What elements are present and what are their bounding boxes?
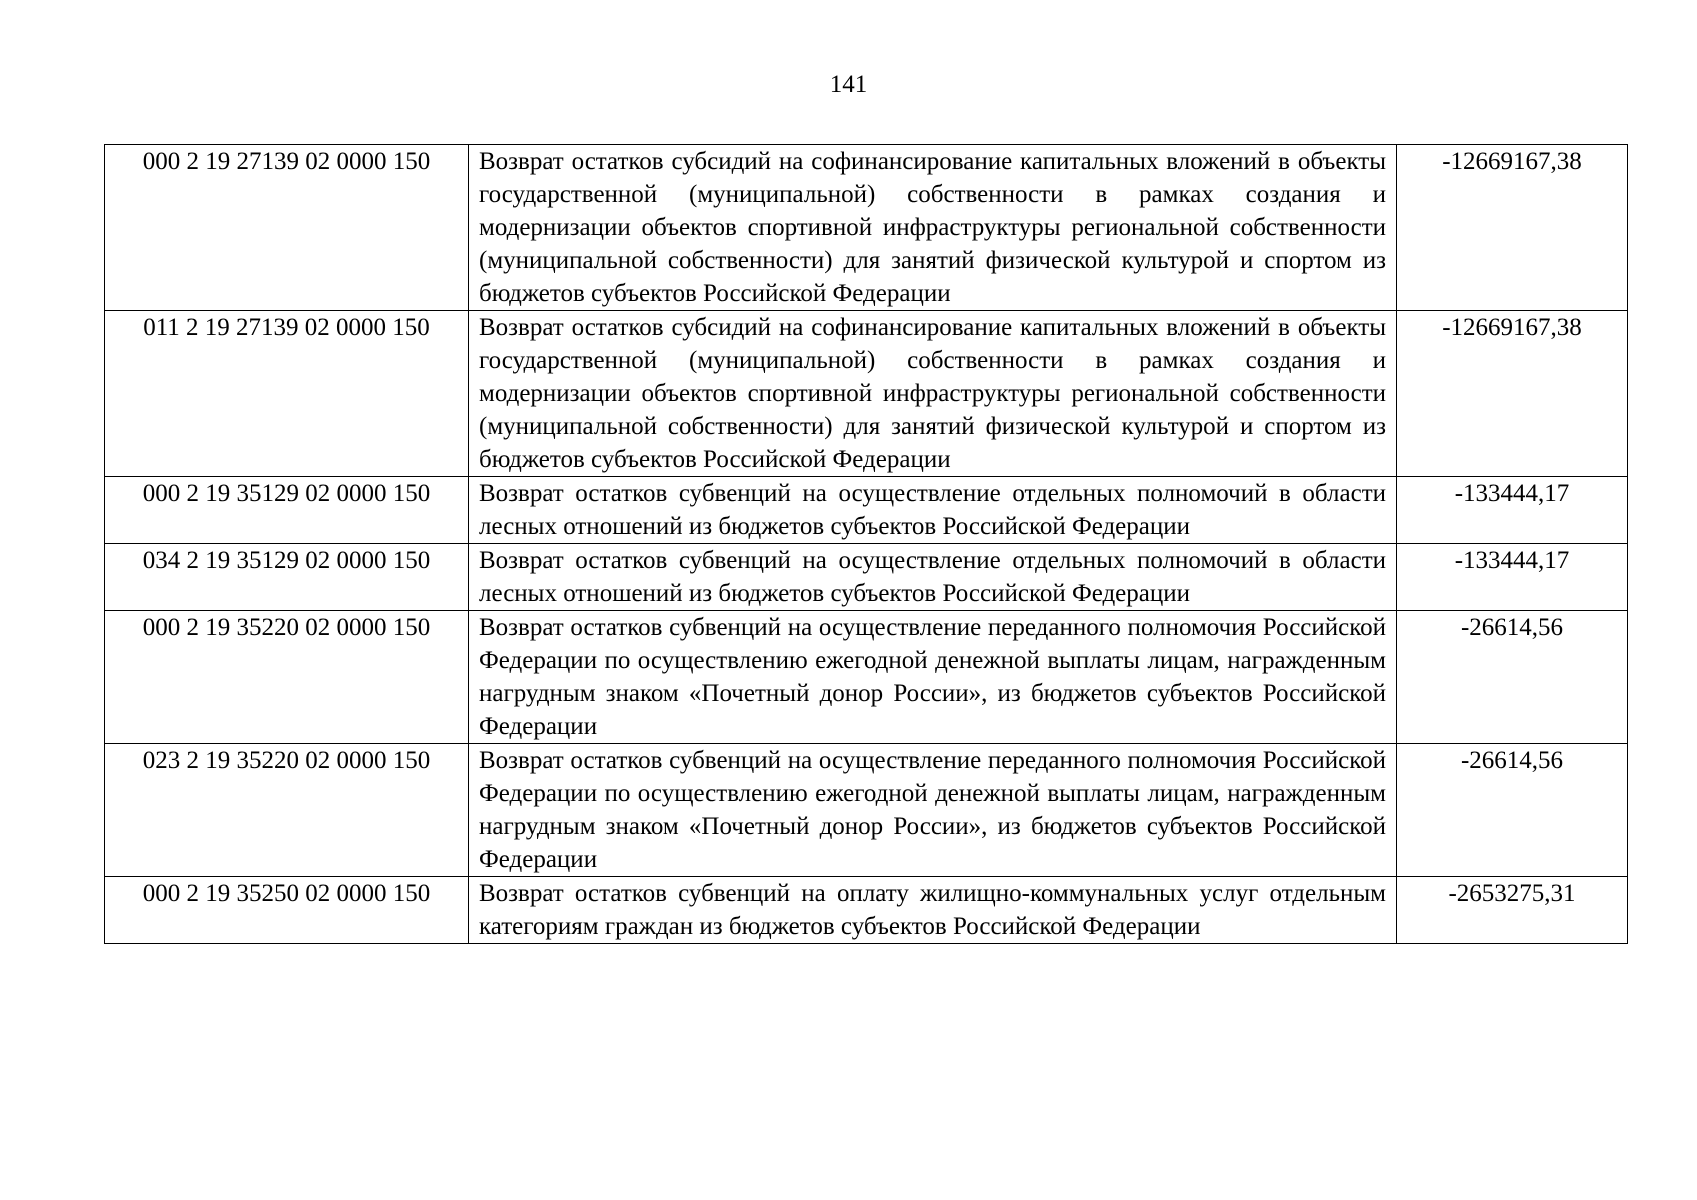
amount-cell: -12669167,38 (1397, 311, 1628, 477)
description-cell: Возврат остатков субсидий на софинансирование капитальных вложений в объекты государственной (муниципальной) собственности в рамках создания и модернизации объектов спортивной инфраструктуры региональной собственности (муниципальной собственности) для занятий физической культурой и спортом из бюджетов субъектов Российской Федерации (469, 311, 1397, 477)
description-cell: Возврат остатков субсидий на софинансирование капитальных вложений в объекты государственной (муниципальной) собственности в рамках создания и модернизации объектов спортивной инфраструктуры региональной собственности (муниципальной собственности) для занятий физической культурой и спортом из бюджетов субъектов Российской Федерации (469, 145, 1397, 311)
budget-code-cell: 000 2 19 27139 02 0000 150 (105, 145, 469, 311)
amount-cell: -26614,56 (1397, 611, 1628, 744)
description-cell: Возврат остатков субвенций на оплату жилищно-коммунальных услуг отдельным категориям граждан из бюджетов субъектов Российской Федерации (469, 877, 1397, 944)
budget-code-cell: 011 2 19 27139 02 0000 150 (105, 311, 469, 477)
budget-table (104, 144, 1628, 944)
budget-code-cell: 023 2 19 35220 02 0000 150 (105, 744, 469, 877)
budget-table-body (105, 145, 1628, 944)
amount-cell: -133444,17 (1397, 477, 1628, 544)
table-row (105, 477, 1628, 544)
description-cell: Возврат остатков субвенций на осуществление переданного полномочия Российской Федерации по осуществлению ежегодной денежной выплаты лицам, награжденным нагрудным знаком «Почетный донор России», из бюджетов субъектов Российской Федерации (469, 611, 1397, 744)
table-row (105, 544, 1628, 611)
table-row (105, 145, 1628, 311)
table-row (105, 311, 1628, 477)
table-row (105, 877, 1628, 944)
table-row (105, 744, 1628, 877)
page-number: 141 (829, 71, 868, 98)
budget-code-cell: 000 2 19 35220 02 0000 150 (105, 611, 469, 744)
amount-cell: -2653275,31 (1397, 877, 1628, 944)
amount-cell: -26614,56 (1397, 744, 1628, 877)
description-cell: Возврат остатков субвенций на осуществление отдельных полномочий в области лесных отношений из бюджетов субъектов Российской Федерации (469, 544, 1397, 611)
table-row (105, 611, 1628, 744)
description-cell: Возврат остатков субвенций на осуществление отдельных полномочий в области лесных отношений из бюджетов субъектов Российской Федерации (469, 477, 1397, 544)
amount-cell: -133444,17 (1397, 544, 1628, 611)
description-cell: Возврат остатков субвенций на осуществление переданного полномочия Российской Федерации по осуществлению ежегодной денежной выплаты лицам, награжденным нагрудным знаком «Почетный донор России», из бюджетов субъектов Российской Федерации (469, 744, 1397, 877)
amount-cell: -12669167,38 (1397, 145, 1628, 311)
budget-code-cell: 034 2 19 35129 02 0000 150 (105, 544, 469, 611)
budget-code-cell: 000 2 19 35250 02 0000 150 (105, 877, 469, 944)
budget-code-cell: 000 2 19 35129 02 0000 150 (105, 477, 469, 544)
